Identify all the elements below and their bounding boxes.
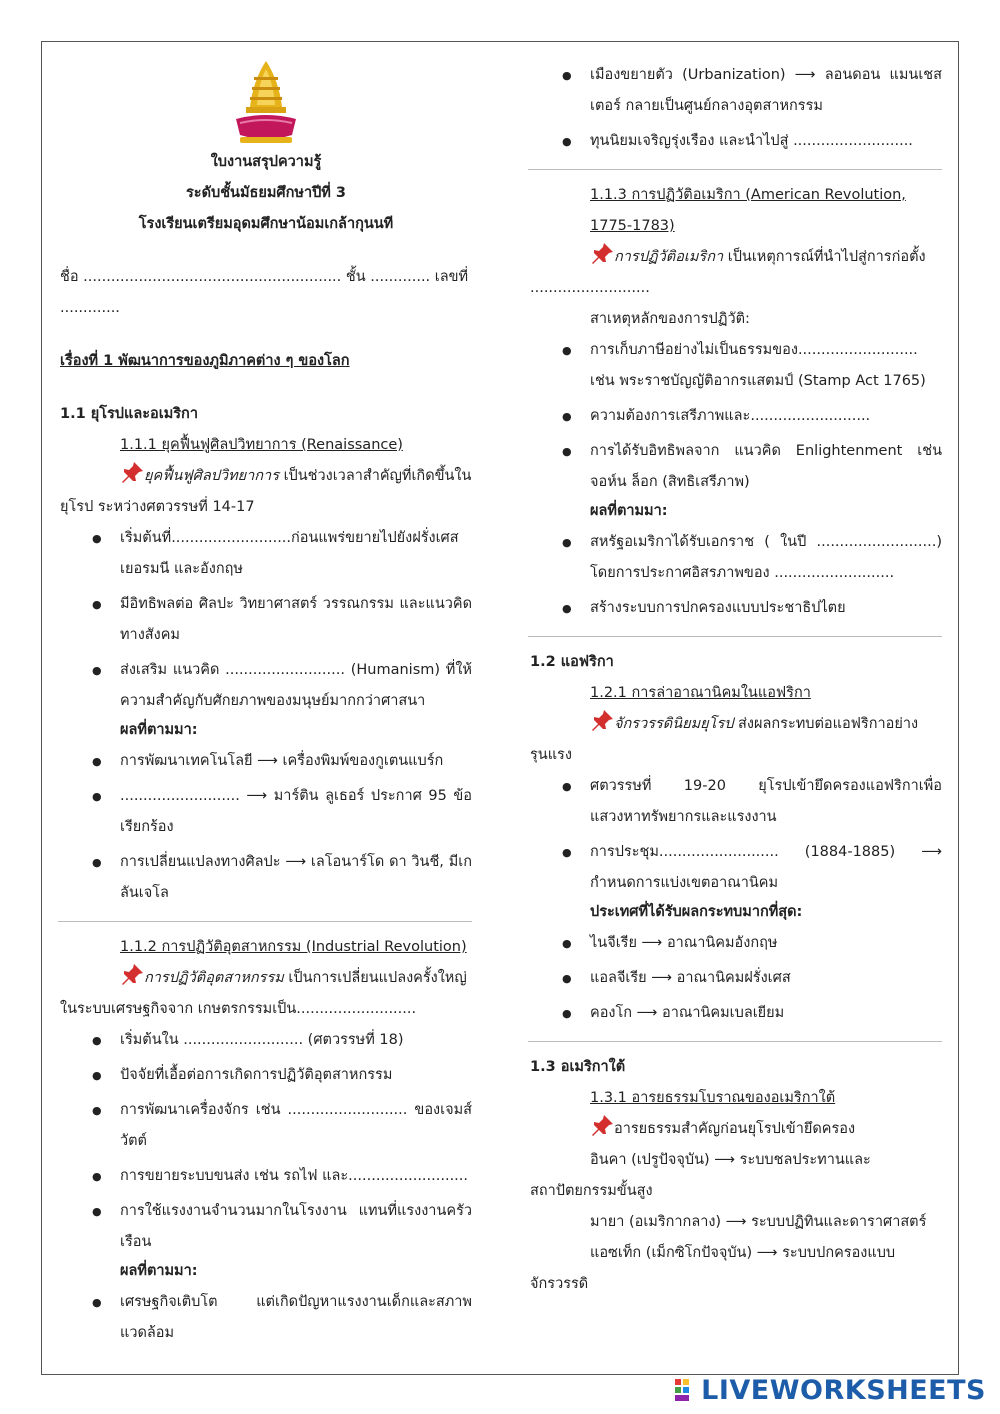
section-heading: 1.1 ยุโรปและอเมริกา [60, 406, 198, 422]
affected-list [530, 928, 942, 1029]
divider [528, 169, 942, 170]
subsection-title: 1.2.1 การล่าอาณานิคมในแอฟริกา [590, 685, 811, 701]
subsection-title: 1.1.1 ยุคฟื้นฟูศิลปวิทยาการ (Renaissance) [120, 437, 403, 453]
list-item: ● การพัฒนาเครื่องจักร เช่น .......................... ของเจมส์ วัตต์ [60, 1095, 472, 1157]
list-item: ● เริ่มต้นใน .......................... (ศตวรรษที่ 18) [60, 1025, 472, 1056]
list-item: ● สร้างระบบการปกครองแบบประชาธิปไตย [530, 593, 942, 624]
lead-paragraph: จักรวรรดินิยมยุโรป ส่งผลกระทบต่อแอฟริกาอย่างรุนแรง [530, 709, 942, 771]
grade-level: ระดับชั้นมัธยมศึกษาปีที่ 3 [186, 185, 346, 201]
topic-title: เรื่องที่ 1 พัฒนาการของภูมิภาคต่าง ๆ ของโลก [60, 353, 350, 369]
list-item: ● คองโก ⟶ อาณานิคมเบลเยียม [530, 998, 942, 1029]
result-list [60, 1287, 472, 1349]
cause-label: สาเหตุหลักของการปฏิวัติ: [590, 311, 750, 327]
list-item: ● เริ่มต้นที่..........................ก่อนแพร่ขยายไปยังฝรั่งเศส เยอรมนี และอังกฤษ [60, 523, 472, 585]
divider [528, 636, 942, 637]
list-item: ● ส่งเสริม แนวคิด .......................... (Humanism) ที่ให้ความสำคัญกับศักยภาพของมนุษย์มากกว่าศาสนา [60, 655, 472, 717]
lead-paragraph: การปฏิวัติอเมริกา เป็นเหตุการณ์ที่นำไปสู่การก่อตั้ง .......................... [530, 242, 942, 304]
bullet-list [60, 523, 472, 717]
list-item: ● การได้รับอิทธิพลจาก แนวคิด Enlightenment เช่น จอห์น ล็อก (สิทธิเสรีภาพ) [530, 436, 942, 498]
list-item: ● มีอิทธิพลต่อ ศิลปะ วิทยาศาสตร์ วรรณกรรม และแนวคิดทางสังคม [60, 589, 472, 651]
list-item: ● ศตวรรษที่ 19-20 ยุโรปเข้ายึดครองแอฟริกาเพื่อ แสวงหาทรัพยากรและแรงงาน [530, 771, 942, 833]
lead-paragraph: การปฏิวัติอุตสาหกรรม เป็นการเปลี่ยนแปลงครั้งใหญ่ในระบบเศรษฐกิจจาก เกษตรกรรมเป็น.......................... [60, 963, 472, 1025]
result-list [530, 527, 942, 624]
subsection-title: 1.1.3 การปฏิวัติอเมริกา (American Revolution, 1775-1783) [590, 187, 906, 234]
affected-label: ประเทศที่ได้รับผลกระทบมากที่สุด: [590, 904, 803, 920]
list-item: ● การเก็บภาษีอย่างไม่เป็นธรรมของ.......................... เช่น พระราชบัญญัติอากรแสตมป์ (Stamp Act 1765) [530, 335, 942, 397]
list-item: ● เมืองขยายตัว (Urbanization) ⟶ ลอนดอน แมนเชสเตอร์ กลายเป็นศูนย์กลางอุตสาหกรรม [530, 60, 942, 122]
list-item: ● แอลจีเรีย ⟶ อาณานิคมฝรั่งเศส [530, 963, 942, 994]
liveworksheets-icon [675, 1379, 697, 1401]
pushpin-icon [590, 242, 614, 264]
result-label: ผลที่ตามมา: [590, 503, 668, 519]
list-item: ● การพัฒนาเทคโนโลยี ⟶ เครื่องพิมพ์ของกูเตนแบร์ก [60, 746, 472, 777]
list-item: ● การใช้แรงงานจำนวนมากในโรงงาน แทนที่แรงงานครัวเรือน [60, 1196, 472, 1258]
lead-paragraph: อารยธรรมสำคัญก่อนยุโรปเข้ายึดครอง [530, 1114, 942, 1145]
bullet-list [60, 1025, 472, 1258]
list-item: ● เศรษฐกิจเติบโต แต่เกิดปัญหาแรงงานเด็กและสภาพแวดล้อม [60, 1287, 472, 1349]
result-list [60, 746, 472, 909]
list-item: ● การขยายระบบขนส่ง เช่น รถไฟ และ.......................... [60, 1161, 472, 1192]
civilization-line: แอซเท็ก (เม็กซิโกปัจจุบัน) ⟶ ระบบปกครองแบบจักรวรรดิ [530, 1245, 896, 1292]
subsection-title: 1.1.2 การปฏิวัติอุตสาหกรรม (Industrial Revolution) [120, 939, 467, 955]
list-item: ● ทุนนิยมเจริญรุ่งเรือง และนำไปสู่ .......................... [530, 126, 942, 157]
result-label: ผลที่ตามมา: [120, 722, 198, 738]
pushpin-icon [120, 461, 144, 483]
list-item: ● การประชุม.......................... (1884-1885) ⟶ กำหนดการแบ่งเขตอาณานิคม [530, 837, 942, 899]
list-item: ● .......................... ⟶ มาร์ติน ลูเธอร์ ประกาศ 95 ข้อเรียกร้อง [60, 781, 472, 843]
right-column [530, 60, 942, 1300]
list-item: ● ไนจีเรีย ⟶ อาณานิคมอังกฤษ [530, 928, 942, 959]
school-emblem-icon [230, 59, 302, 147]
worksheet-title: ใบงานสรุปความรู้ [210, 154, 322, 170]
divider [528, 1041, 942, 1042]
section-heading: 1.3 อเมริกาใต้ [530, 1059, 626, 1075]
subsection-title: 1.3.1 อารยธรรมโบราณของอเมริกาใต้ [590, 1090, 836, 1106]
civilization-line: อินคา (เปรูปัจจุบัน) ⟶ ระบบชลประทานและสถาปัตยกรรมขั้นสูง [530, 1152, 871, 1199]
result-list-continued [530, 60, 942, 157]
pushpin-icon [590, 1114, 614, 1136]
pushpin-icon [590, 709, 614, 731]
lead-paragraph: ยุคฟื้นฟูศิลปวิทยาการ เป็นช่วงเวลาสำคัญที่เกิดขึ้นในยุโรป ระหว่างศตวรรษที่ 14-17 [60, 461, 472, 523]
cause-list [530, 335, 942, 498]
result-label: ผลที่ตามมา: [120, 1263, 198, 1279]
list-item: ● ปัจจัยที่เอื้อต่อการเกิดการปฏิวัติอุตสาหกรรม [60, 1060, 472, 1091]
liveworksheets-logo[interactable]: LIVEWORKSHEETS [675, 1375, 986, 1406]
school-name: โรงเรียนเตรียมอุดมศึกษาน้อมเกล้ากุนนที [138, 216, 394, 232]
left-column [60, 41, 472, 1353]
list-item: ● สหรัฐอเมริกาได้รับเอกราช ( ในปี ..........................) โดยการประกาศอิสรภาพของ .......................... [530, 527, 942, 589]
section-heading: 1.2 แอฟริกา [530, 654, 614, 670]
divider [58, 921, 472, 922]
student-info-line[interactable]: ชื่อ ........................................................ ชั้น ............. เลขที่ ............. [60, 269, 469, 316]
list-item: ● การเปลี่ยนแปลงทางศิลปะ ⟶ เลโอนาร์โด ดา วินชี, มีเกลันเจโล [60, 847, 472, 909]
pushpin-icon [120, 963, 144, 985]
bullet-list [530, 771, 942, 899]
list-item: ● ความต้องการเสรีภาพและ.......................... [530, 401, 942, 432]
civilization-line: มายา (อเมริกากลาง) ⟶ ระบบปฏิทินและดาราศาสตร์ [590, 1214, 927, 1230]
